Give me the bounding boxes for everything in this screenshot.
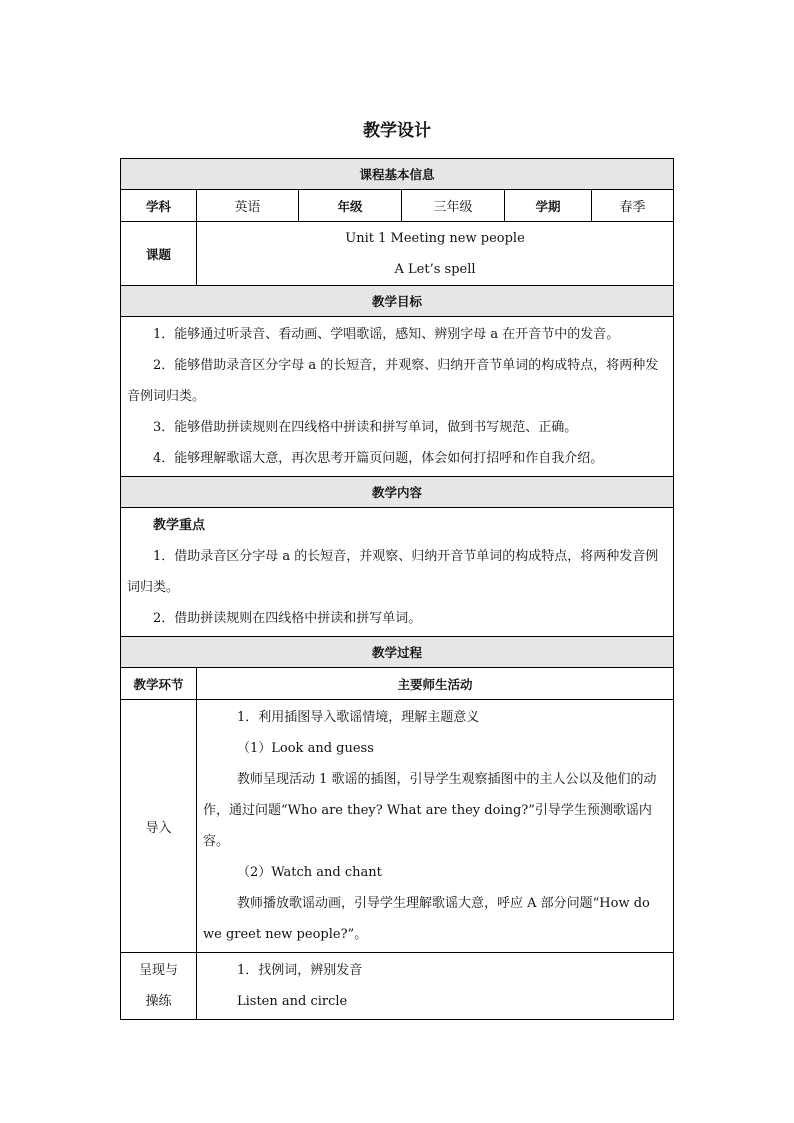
objective-item: 2．能够借助录音区分字母 a 的长短音，并观察、归纳开音节单词的构成特点，将两种发音例词归类。	[127, 358, 659, 404]
objective-item: 3．能够借助拼读规则在四线格中拼读和拼写单词，做到书写规范、正确。	[153, 420, 578, 435]
term-value: 春季	[592, 190, 674, 222]
objective-item: 1．能够通过听录音、看动画、学唱歌谣，感知、辨别字母 a 在开音节中的发音。	[153, 327, 620, 342]
term-label: 学期	[505, 190, 592, 222]
subject-label: 学科	[121, 190, 197, 222]
topic-lesson: A Let’s spell	[394, 261, 476, 277]
focus-title: 教学重点	[153, 518, 206, 533]
topic-cell	[197, 222, 674, 286]
subject-value: 英语	[197, 190, 299, 222]
focus-item: 2．借助拼读规则在四线格中拼读和拼写单词。	[153, 611, 422, 626]
objectives-header: 教学目标	[121, 286, 674, 317]
activity-line: 1．找例词，辨别发音	[237, 963, 363, 978]
activity-line: 教师呈现活动 1 歌谣的插图，引导学生观察插图中的主人公以及他们的动作，通过问题“Who are they? What are they doing?”引导学生预测歌谣内容。	[203, 772, 657, 849]
basic-info-header: 课程基本信息	[121, 159, 674, 190]
process-header: 教学过程	[121, 637, 674, 668]
activity-column-header: 主要师生活动	[197, 668, 674, 700]
topic-unit: Unit 1 Meeting new people	[345, 230, 525, 246]
focus-item: 1．借助录音区分字母 a 的长短音，并观察、归纳开音节单词的构成特点，将两种发音例词归类。	[127, 549, 659, 595]
content-cell	[121, 508, 674, 637]
objectives-cell	[121, 317, 674, 477]
grade-value: 三年级	[402, 190, 505, 222]
stage-practice-activities	[197, 953, 674, 1020]
activity-line: 1．利用插图导入歌谣情境，理解主题意义	[237, 710, 480, 725]
activity-line: （1）Look and guess	[237, 741, 374, 756]
stage-intro-label: 导入	[121, 700, 197, 953]
stage-intro-activities	[197, 700, 674, 953]
objective-item: 4．能够理解歌谣大意，再次思考开篇页问题，体会如何打招呼和作自我介绍。	[153, 451, 604, 466]
grade-label: 年级	[299, 190, 402, 222]
activity-line: Listen and circle	[237, 994, 348, 1009]
lesson-plan-table	[120, 158, 674, 1020]
content-header: 教学内容	[121, 477, 674, 508]
stage-column-header: 教学环节	[121, 668, 197, 700]
topic-label: 课题	[121, 222, 197, 286]
activity-line: （2）Watch and chant	[237, 865, 382, 880]
page-title: 教学设计	[363, 121, 431, 141]
activity-line: 教师播放歌谣动画，引导学生理解歌谣大意，呼应 A 部分问题“How do we greet new people?”。	[203, 896, 650, 942]
stage-practice-label: 呈现与操练	[121, 953, 197, 1020]
